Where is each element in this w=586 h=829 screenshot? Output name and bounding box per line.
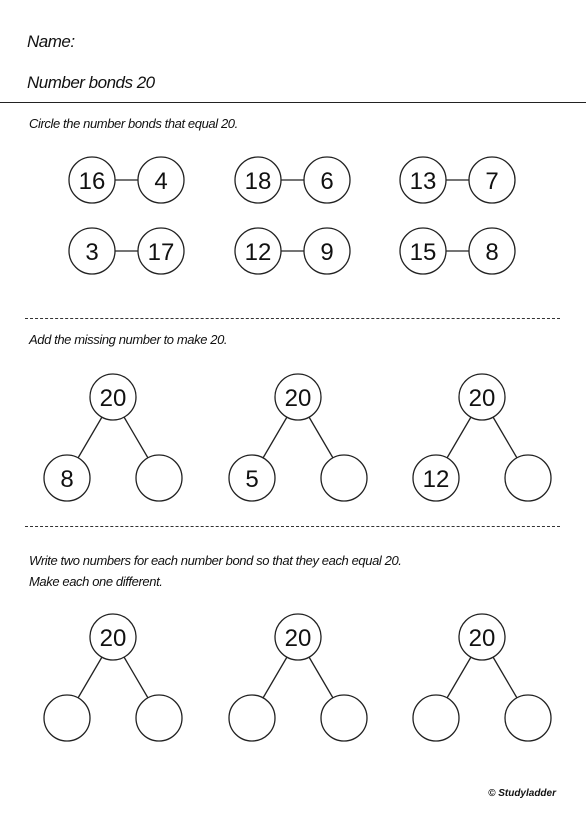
write-bond-whole-circle-number: 20 [284,625,312,652]
missing-bond-whole-circle-number: 20 [284,385,312,412]
missing-bond-branch-right [309,417,333,458]
section1-instruction: Circle the number bonds that equal 20. [29,116,238,131]
missing-bond-part-right-circle[interactable] [136,455,182,501]
missing-bond-whole-circle-number: 20 [99,385,127,412]
worksheet-title: Number bonds 20 [27,73,155,92]
studyladder-copyright: © Studyladder [488,788,556,799]
write-bond-branch-left [78,657,102,698]
missing-bond-branch-right [493,417,517,458]
missing-bond-branch-left [263,417,287,458]
bond-right-circle-number: 4 [154,168,168,195]
bond-right-circle-number: 17 [147,239,175,266]
missing-bond-branch-left [78,417,102,458]
write-bond-part-left-circle[interactable] [229,695,275,741]
write-bond-part-right-circle[interactable] [505,695,551,741]
write-bond-branch-right [124,657,148,698]
bond-right-circle-number: 6 [320,168,334,195]
bond-left-circle-number: 16 [78,168,106,195]
write-bond-branch-right [309,657,333,698]
missing-bond-part-right-circle[interactable] [321,455,367,501]
missing-bond-branch-left [447,417,471,458]
write-bond-branch-right [493,657,517,698]
missing-bond-whole-circle-number: 20 [468,385,496,412]
missing-bond-part-left-circle-number: 12 [422,466,450,493]
missing-bond-part-left-circle-number: 8 [60,466,74,493]
bond-left-circle-number: 18 [244,168,272,195]
bond-right-circle-number: 9 [320,239,334,266]
bond-left-circle-number: 12 [244,239,272,266]
write-bond-whole-circle-number: 20 [468,625,496,652]
section3-instruction-line1: Write two numbers for each number bond so that they each equal 20. [29,553,402,568]
bond-right-circle-number: 7 [485,168,499,195]
write-bond-part-right-circle[interactable] [136,695,182,741]
bond-right-circle-number: 8 [485,239,499,266]
bond-left-circle-number: 15 [409,239,437,266]
write-bond-part-left-circle[interactable] [44,695,90,741]
write-bond-branch-left [263,657,287,698]
missing-bond-part-left-circle-number: 5 [245,466,259,493]
section3-instruction-line2: Make each one different. [29,574,163,589]
write-bond-part-right-circle[interactable] [321,695,367,741]
write-bond-part-left-circle[interactable] [413,695,459,741]
name-label: Name: [27,32,75,51]
write-bond-branch-left [447,657,471,698]
missing-bond-branch-right [124,417,148,458]
write-bond-whole-circle-number: 20 [99,625,127,652]
section2-instruction: Add the missing number to make 20. [29,332,228,347]
bond-left-circle-number: 13 [409,168,437,195]
missing-bond-part-right-circle[interactable] [505,455,551,501]
bond-left-circle-number: 3 [85,239,99,266]
